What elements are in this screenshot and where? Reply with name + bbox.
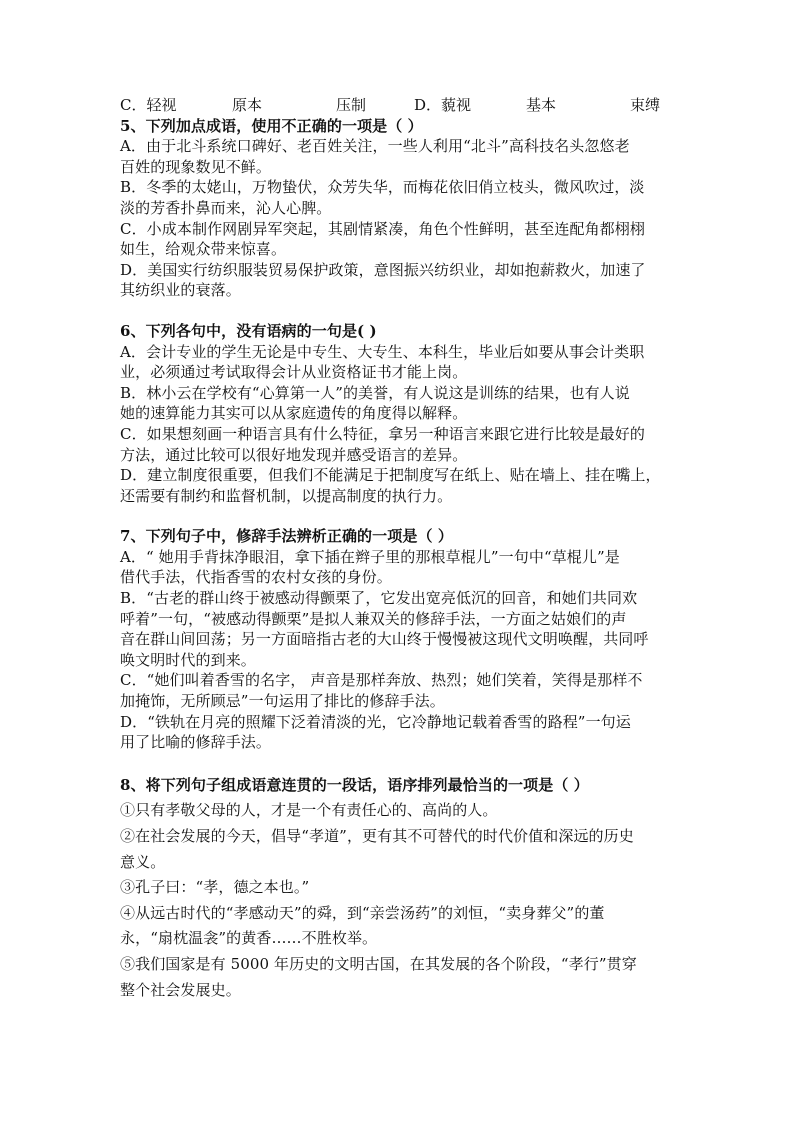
question-5-title: 5、下列加点成语，使用不正确的一项是（ ） bbox=[120, 116, 423, 135]
question-5-line: A．由于北斗系统口碑好、老百姓关注，一些人利用“北斗”高科技名头忽悠老 bbox=[120, 137, 630, 156]
question-8-line: 整个社会发展史。 bbox=[120, 980, 241, 999]
question-7-line: 加掩饰，无所顾忌”一句运用了排比的修辞手法。 bbox=[120, 692, 445, 711]
q4-option-c-word3: 压制 bbox=[336, 96, 367, 114]
question-7 bbox=[120, 526, 680, 753]
question-7-title: 7、下列句子中，修辞手法辨析正确的一项是（ ） bbox=[120, 527, 453, 546]
question-5-line: 百姓的现象数见不鲜。 bbox=[120, 157, 272, 176]
q4-option-d-label: D．藐视 bbox=[414, 96, 472, 114]
question-8-line: ①只有孝敬父母的人，才是一个有责任心的、高尚的人。 bbox=[120, 801, 498, 820]
question-8-line: 意义。 bbox=[120, 852, 166, 871]
question-6-line: A．会计专业的学生无论是中专生、大专生、本科生，毕业后如要从事会计类职 bbox=[120, 342, 645, 361]
question-8-line: ⑤我们国家是有 5000 年历史的文明古国，在其发展的各个阶段，“孝行”贯穿 bbox=[120, 954, 637, 973]
q4-option-c-label: C．轻视 bbox=[120, 96, 177, 114]
question-5-line: 如生，给观众带来惊喜。 bbox=[120, 240, 287, 259]
question-7-line: D．“铁轨在月亮的照耀下泛着清淡的光，它冷静地记载着香雪的路程”一句运 bbox=[120, 712, 631, 731]
question-5-line: 其纺织业的衰落。 bbox=[120, 281, 241, 300]
question-6-line: B．林小云在学校有“心算第一人”的美誉，有人说这是训练的结果，也有人说 bbox=[120, 383, 630, 402]
question-6 bbox=[120, 321, 680, 506]
question-7-line: C．“她们叫着香雪的名字， 声音是那样奔放、热烈；她们笑着，笑得是那样不 bbox=[120, 671, 643, 690]
question-8-line: 永，“扇枕温衾”的黄香……不胜枚举。 bbox=[120, 929, 378, 948]
question-7-line: B．“古老的群山终于被感动得颤栗了，它发出宽亮低沉的回音，和她们共同欢 bbox=[120, 589, 638, 608]
question-6-line: 方法，通过比较可以很好地发现并感受语言的差异。 bbox=[120, 445, 468, 464]
q4-options-cd bbox=[120, 95, 680, 116]
question-7-line: 呼着”一句，“被感动得颤栗”是拟人兼双关的修辞手法，一方面之姑娘们的声 bbox=[120, 609, 627, 628]
q4-option-c-word2: 原本 bbox=[232, 96, 263, 114]
question-8-line: ③孔子曰：“孝，德之本也。” bbox=[120, 878, 310, 897]
question-8-line: ④从远古时代的“孝感动天”的舜，到“亲尝汤药”的刘恒，“卖身葬父”的董 bbox=[120, 903, 605, 922]
question-7-line: 用了比喻的修辞手法。 bbox=[120, 733, 272, 752]
question-5 bbox=[120, 116, 680, 301]
q4-option-d-word2: 基本 bbox=[526, 96, 557, 114]
question-8 bbox=[120, 773, 680, 1003]
question-6-line: 业，必须通过考试取得会计从业资格证书才能上岗。 bbox=[120, 363, 468, 382]
question-7-line: 唤文明时代的到来。 bbox=[120, 650, 256, 669]
question-5-line: B．冬季的太姥山，万物蛰伏，众芳失华，而梅花依旧俏立枝头，微风吹过，淡 bbox=[120, 178, 645, 197]
question-5-line: C．小成本制作网剧异军突起，其剧情紧凑，角色个性鲜明，甚至连配角都栩栩 bbox=[120, 219, 645, 238]
question-6-title: 6、下列各句中，没有语病的一句是( ) bbox=[120, 321, 377, 340]
question-6-line: C．如果想刻画一种语言具有什么特征，拿另一种语言来跟它进行比较是最好的 bbox=[120, 424, 645, 443]
question-8-title: 8、将下列句子组成语意连贯的一段话，语序排列最恰当的一项是（ ） bbox=[120, 775, 589, 794]
question-6-line: D．建立制度很重要，但我们不能满足于把制度写在纸上、贴在墙上、挂在嘴上， bbox=[120, 466, 661, 485]
question-6-line: 她的速算能力其实可以从家庭遗传的角度得以解释。 bbox=[120, 404, 468, 423]
q4-option-d-word3: 束缚 bbox=[630, 96, 661, 114]
question-8-line: ②在社会发展的今天，倡导“孝道”，更有其不可替代的时代价值和深远的历史 bbox=[120, 827, 634, 845]
question-5-line: 淡的芳香扑鼻而来，沁人心脾。 bbox=[120, 198, 332, 217]
question-5-line: D．美国实行纺织服装贸易保护政策，意图振兴纺织业，却如抱薪救火，加速了 bbox=[120, 260, 646, 279]
question-6-line: 还需要有制约和监督机制，以提高制度的执行力。 bbox=[120, 486, 453, 505]
exam-page bbox=[120, 95, 680, 1003]
question-7-line: 借代手法，代指香雪的农村女孩的身份。 bbox=[120, 568, 392, 587]
question-7-line: A．“ 她用手背抹净眼泪，拿下插在辫子里的那根草棍儿”一句中“草棍儿”是 bbox=[120, 547, 620, 566]
question-7-line: 音在群山间回荡；另一方面暗指古老的大山终于慢慢被这现代文明唤醒，共同呼 bbox=[120, 630, 649, 649]
